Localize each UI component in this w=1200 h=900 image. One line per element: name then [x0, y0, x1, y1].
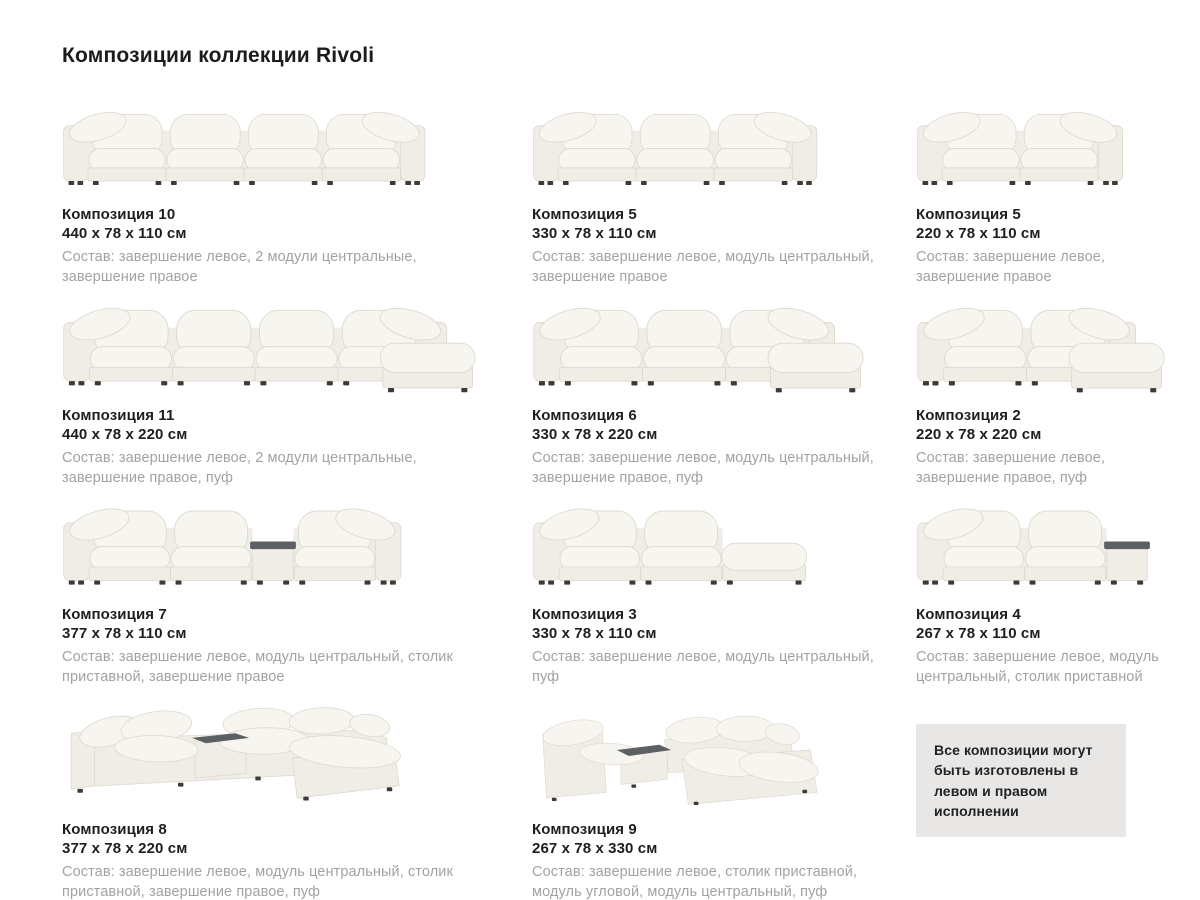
composition-description: Состав: завершение левое, 2 модули центральные, завершение правое, пуф — [62, 450, 417, 486]
composition-title: Композиция 11 — [62, 407, 175, 424]
composition-description: Состав: завершение левое, завершение правое, пуф — [916, 450, 1106, 486]
composition-title: Композиция 3 — [532, 606, 637, 623]
composition-card-2 — [916, 293, 1165, 488]
composition-description: Состав: завершение левое, модуль центральный, столик приставной, завершение правое, пуф — [62, 864, 453, 900]
composition-description: Состав: завершение левое, модуль центральный, столик приставной, завершение правое — [62, 649, 453, 685]
page-title: Композиции коллекции Rivoli — [62, 44, 375, 67]
composition-card-4 — [916, 494, 1165, 687]
composition-card-5a — [532, 98, 916, 287]
note-box: Все композиции могут быть изготовлены в левом и правом исполнении — [916, 724, 1126, 837]
composition-title: Композиция 10 — [62, 206, 176, 223]
composition-title: Композиция 8 — [62, 821, 167, 838]
sofa-image — [532, 693, 896, 809]
sofa-image — [916, 98, 1165, 194]
composition-description: Состав: завершение левое, модуль центральный, пуф — [532, 649, 874, 685]
sofa-image — [532, 293, 896, 395]
composition-card-6 — [532, 293, 916, 488]
composition-description: Состав: завершение левое, модуль центральный, столик приставной — [916, 649, 1159, 685]
composition-dimensions: 377 x 78 x 110 см — [62, 625, 187, 642]
composition-card-7 — [62, 494, 532, 687]
composition-dimensions: 377 x 78 x 220 см — [62, 840, 188, 857]
sofa-image — [532, 494, 896, 594]
composition-dimensions: 267 x 78 x 330 см — [532, 840, 658, 857]
composition-description: Состав: завершение левое, модуль центральный, завершение правое — [532, 249, 874, 285]
composition-dimensions: 440 x 78 x 220 см — [62, 426, 188, 443]
composition-title: Композиция 9 — [532, 821, 637, 838]
sofa-image — [62, 494, 476, 594]
composition-description: Состав: завершение левое, столик приставной, модуль угловой, модуль центральный, пуф — [532, 864, 858, 900]
composition-dimensions: 267 x 78 x 110 см — [916, 625, 1041, 642]
composition-title: Композиция 7 — [62, 606, 167, 623]
sofa-image — [62, 693, 476, 809]
composition-dimensions: 330 x 78 x 110 см — [532, 225, 657, 242]
composition-card-5b — [916, 98, 1165, 287]
composition-dimensions: 220 x 78 x 110 см — [916, 225, 1041, 242]
composition-title: Композиция 6 — [532, 407, 637, 424]
composition-dimensions: 440 x 78 x 110 см — [62, 225, 187, 242]
composition-description: Состав: завершение левое, модуль центральный, завершение правое, пуф — [532, 450, 874, 486]
composition-description: Состав: завершение левое, 2 модули центральные, завершение правое — [62, 249, 417, 285]
composition-card-9 — [532, 693, 916, 900]
composition-dimensions: 330 x 78 x 220 см — [532, 426, 658, 443]
sofa-image — [916, 494, 1165, 594]
note-cell — [916, 693, 1165, 900]
sofa-image — [62, 293, 476, 395]
composition-card-10 — [62, 98, 532, 287]
composition-title: Композиция 4 — [916, 606, 1021, 623]
composition-dimensions: 220 x 78 x 220 см — [916, 426, 1042, 443]
compositions-grid — [62, 98, 1160, 900]
composition-title: Композиция 5 — [532, 206, 637, 223]
composition-title: Композиция 5 — [916, 206, 1021, 223]
composition-card-3 — [532, 494, 916, 687]
sofa-image — [62, 98, 476, 194]
composition-description: Состав: завершение левое, завершение правое — [916, 249, 1106, 285]
sofa-image — [532, 98, 896, 194]
composition-card-8 — [62, 693, 532, 900]
sofa-image — [916, 293, 1165, 395]
composition-title: Композиция 2 — [916, 407, 1021, 424]
composition-card-11 — [62, 293, 532, 488]
composition-dimensions: 330 x 78 x 110 см — [532, 625, 657, 642]
